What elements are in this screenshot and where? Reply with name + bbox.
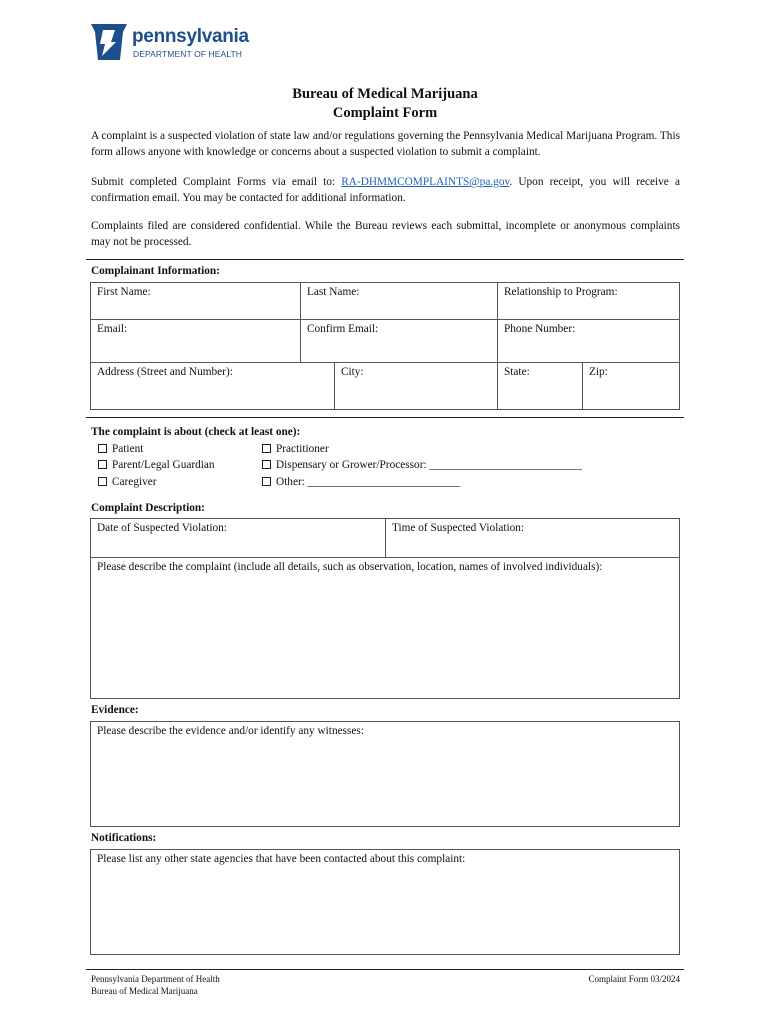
- checkbox-icon[interactable]: [98, 477, 107, 486]
- notifications-heading: Notifications:: [91, 832, 157, 844]
- evidence-textarea[interactable]: [90, 721, 680, 827]
- complaints-email-link[interactable]: RA-DHMMCOMPLAINTS@pa.gov: [341, 176, 510, 188]
- phone-label: Phone Number:: [504, 323, 576, 335]
- relationship-field[interactable]: [497, 282, 680, 320]
- checkbox-practitioner[interactable]: [262, 441, 329, 457]
- state-field[interactable]: [497, 362, 583, 410]
- logo-subtitle: DEPARTMENT OF HEALTH: [133, 49, 243, 59]
- intro-paragraph-2: [91, 174, 680, 206]
- form-title-line2: Complaint Form: [332, 105, 438, 121]
- checkbox-parent-guardian[interactable]: [98, 457, 215, 473]
- complaint-about-heading: The complaint is about (check at least one):: [91, 426, 301, 438]
- checkbox-caregiver[interactable]: [98, 474, 157, 490]
- checkbox-label: Practitioner: [276, 443, 329, 455]
- form-title-line1: Bureau of Medical Marijuana: [292, 86, 478, 102]
- notifications-label: Please list any other state agencies that have been contacted about this complaint:: [97, 853, 466, 865]
- checkbox-label: Caregiver: [112, 476, 157, 488]
- description-heading: Complaint Description:: [91, 502, 205, 514]
- phone-field[interactable]: [497, 319, 680, 363]
- first-name-field[interactable]: [90, 282, 301, 320]
- pa-doh-logo: [90, 22, 260, 64]
- section-divider: [86, 259, 684, 260]
- address-label: Address (Street and Number):: [97, 366, 233, 378]
- checkbox-icon[interactable]: [98, 460, 107, 469]
- footer-form-version: Complaint Form 03/2024: [588, 974, 680, 984]
- complaint-description-label: Please describe the complaint (include all details, such as observation, location, names of involved individuals):: [97, 561, 603, 573]
- keystone-icon: [90, 22, 128, 62]
- section-divider: [86, 417, 684, 418]
- first-name-label: First Name:: [97, 286, 151, 298]
- logo-wordmark: pennsylvania: [132, 26, 249, 47]
- state-label: State:: [504, 366, 530, 378]
- checkbox-label: Other: ___________________________: [276, 476, 461, 488]
- date-label: Date of Suspected Violation:: [97, 522, 227, 534]
- email-label: Email:: [97, 323, 128, 335]
- checkbox-icon[interactable]: [262, 444, 271, 453]
- evidence-heading: Evidence:: [91, 704, 139, 716]
- footer-department: Pennsylvania Department of Health: [91, 974, 220, 984]
- footer-divider: [86, 969, 684, 970]
- checkbox-icon[interactable]: [262, 460, 271, 469]
- footer-bureau: Bureau of Medical Marijuana: [91, 986, 198, 996]
- notifications-textarea[interactable]: [90, 849, 680, 955]
- last-name-label: Last Name:: [307, 286, 360, 298]
- confirm-email-label: Confirm Email:: [307, 323, 379, 335]
- footer-left: [91, 973, 220, 997]
- checkbox-label: Patient: [112, 443, 144, 455]
- email-field[interactable]: [90, 319, 301, 363]
- checkbox-label: Dispensary or Grower/Processor: ___________________________: [276, 459, 582, 471]
- complaint-description-textarea[interactable]: [90, 557, 680, 699]
- complainant-heading: Complainant Information:: [91, 265, 220, 277]
- evidence-label: Please describe the evidence and/or identify any witnesses:: [97, 725, 364, 737]
- time-field[interactable]: [385, 518, 680, 558]
- intro-p2-before: Submit completed Complaint Forms via email to:: [91, 176, 342, 188]
- checkbox-icon[interactable]: [262, 477, 271, 486]
- city-field[interactable]: [334, 362, 498, 410]
- city-label: City:: [341, 366, 364, 378]
- checkbox-other[interactable]: [262, 474, 460, 490]
- last-name-field[interactable]: [300, 282, 498, 320]
- intro-paragraph-1: A complaint is a suspected violation of state law and/or regulations governing the Pennsylvania Medical Marijuana Program. This form allows anyone with knowledge or concerns about a suspected violation to submit a complaint.: [91, 130, 680, 158]
- intro-p2-after: . Upon receipt, you will receive a confirmation email. You may be contacted for additional information.: [91, 176, 680, 204]
- date-field[interactable]: [90, 518, 386, 558]
- zip-field[interactable]: [582, 362, 680, 410]
- relationship-label: Relationship to Program:: [504, 286, 618, 298]
- checkbox-icon[interactable]: [98, 444, 107, 453]
- address-field[interactable]: [90, 362, 335, 410]
- checkbox-patient[interactable]: [98, 441, 143, 457]
- intro-paragraph-3: Complaints filed are considered confidential. While the Bureau reviews each submittal, incomplete or anonymous complaints may not be processed.: [91, 220, 680, 248]
- checkbox-label: Parent/Legal Guardian: [112, 459, 215, 471]
- time-label: Time of Suspected Violation:: [392, 522, 525, 534]
- checkbox-dispensary[interactable]: [262, 457, 582, 473]
- zip-label: Zip:: [589, 366, 608, 378]
- confirm-email-field[interactable]: [300, 319, 498, 363]
